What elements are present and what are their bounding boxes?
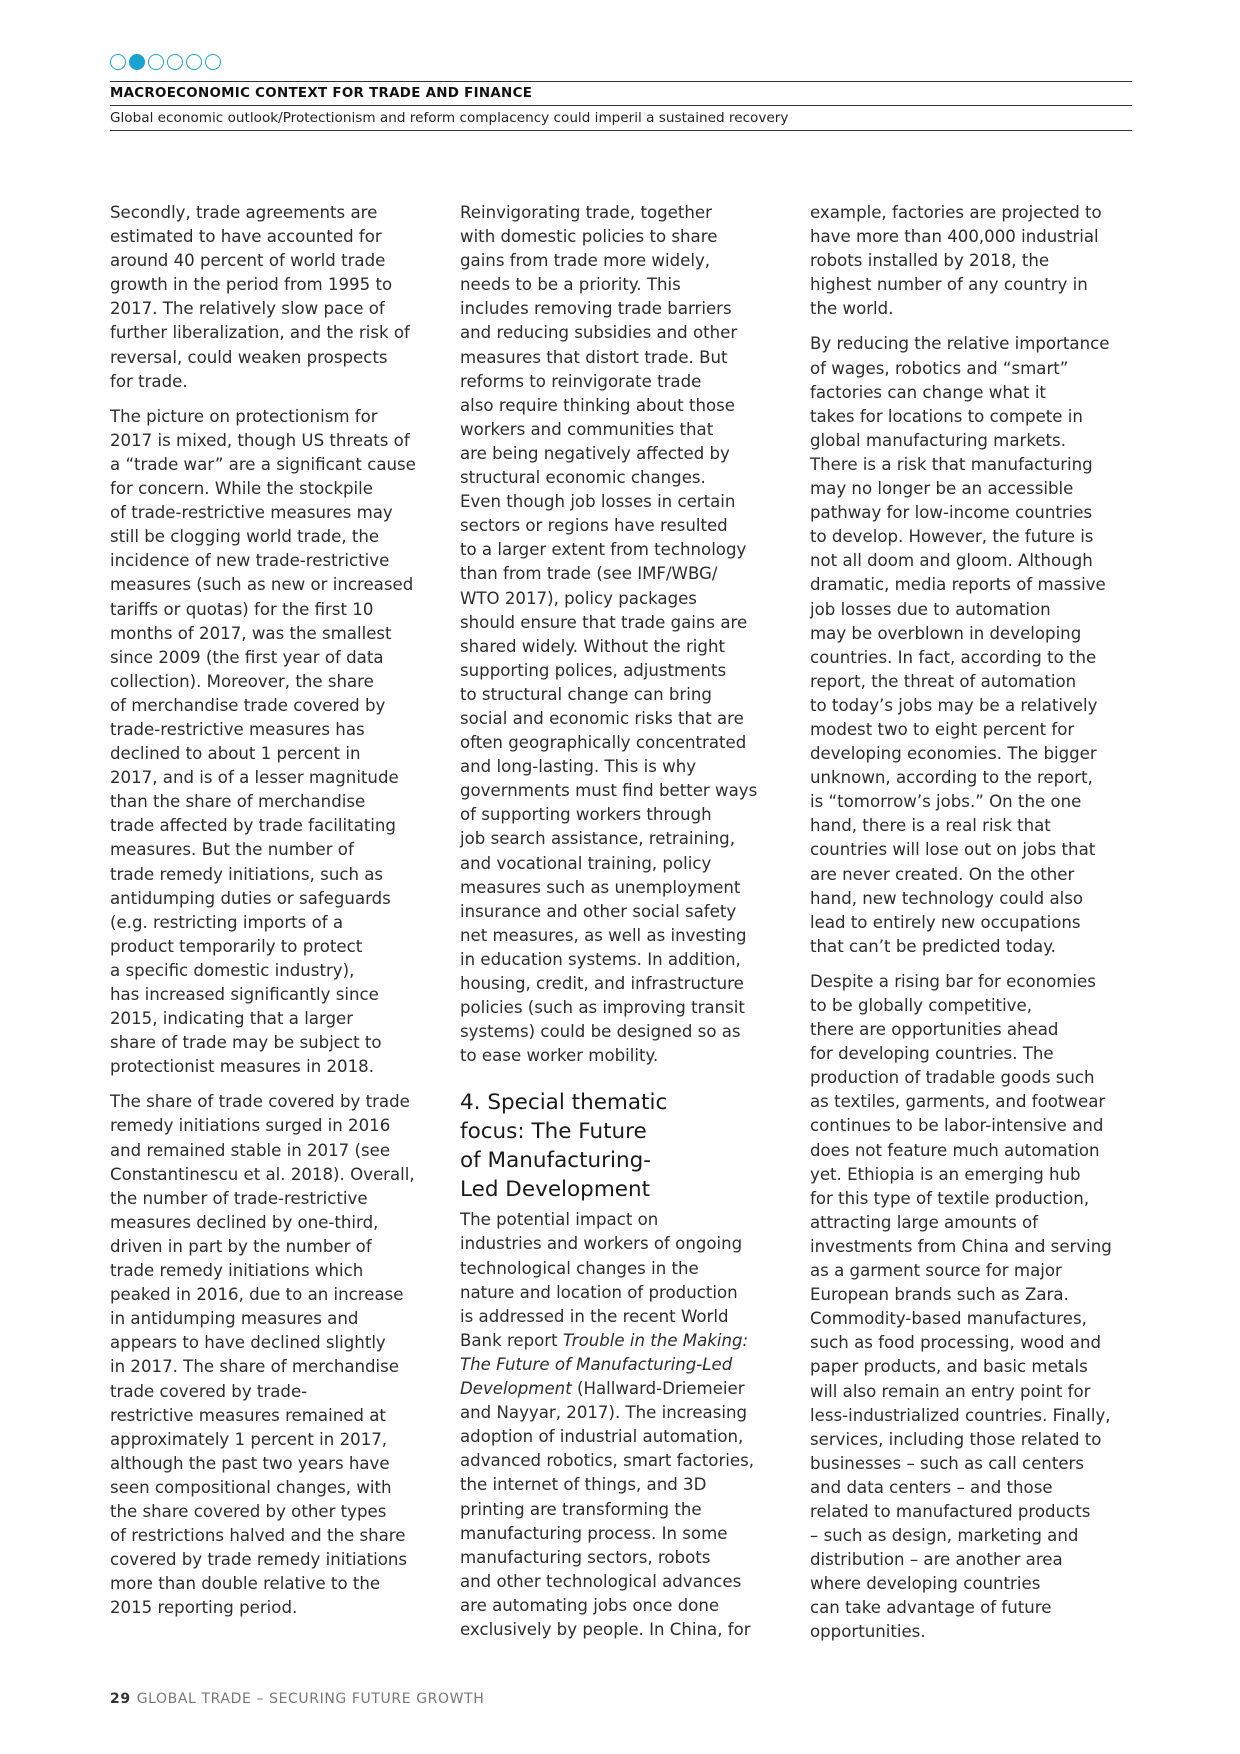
text-line: policies (such as improving transit xyxy=(460,998,745,1018)
text-line: although the past two years have xyxy=(110,1453,390,1473)
text-line: 2017. The relatively slow pace of xyxy=(110,299,385,319)
text-line: seen compositional changes, with xyxy=(110,1477,392,1497)
section-kicker: MACROECONOMIC CONTEXT FOR TRADE AND FINANCE xyxy=(110,86,533,101)
text-line: yet. Ethiopia is an emerging hub xyxy=(810,1164,1081,1184)
report-title: Trouble in the Making: xyxy=(562,1330,749,1350)
text-line: may no longer be an accessible xyxy=(810,479,1074,499)
text-line: not all doom and gloom. Although xyxy=(810,551,1093,571)
text-line: By reducing the relative importance xyxy=(810,334,1110,354)
text-line: approximately 1 percent in 2017, xyxy=(110,1429,388,1449)
text-line: Constantinescu et al. 2018). Overall, xyxy=(110,1164,415,1184)
text-line: that can’t be predicted today. xyxy=(810,936,1056,956)
text-line: tariffs or quotas) for the first 10 xyxy=(110,599,374,619)
text-line: such as food processing, wood and xyxy=(810,1333,1101,1353)
text-line: around 40 percent of world trade xyxy=(110,251,386,271)
text-line: trade covered by trade- xyxy=(110,1381,308,1401)
text-line: measures such as unemployment xyxy=(460,877,741,897)
paragraph xyxy=(110,1090,432,1620)
text-line: highest number of any country in xyxy=(810,275,1088,295)
text-line: in education systems. In addition, xyxy=(460,949,741,969)
text-line: will also remain an entry point for xyxy=(810,1381,1091,1401)
publication-title: GLOBAL TRADE – SECURING FUTURE GROWTH xyxy=(136,1691,485,1707)
text-line: paper products, and basic metals xyxy=(810,1357,1088,1377)
text-line: net measures, as well as investing xyxy=(460,925,747,945)
section-heading xyxy=(460,1088,782,1204)
text-line: WTO 2017), policy packages xyxy=(460,588,697,608)
text-line: developing economies. The bigger xyxy=(810,744,1097,764)
text-line: antidumping duties or safeguards xyxy=(110,888,391,908)
text-line: countries. In fact, according to the xyxy=(810,647,1097,667)
text-line: often geographically concentrated xyxy=(460,733,747,753)
text-line: 4. Special thematic xyxy=(460,1090,668,1116)
text-line: sectors or regions have resulted xyxy=(460,516,728,536)
header-rule-bottom xyxy=(110,130,1132,131)
text-line: needs to be a priority. This xyxy=(460,275,681,295)
progress-dot xyxy=(167,54,183,70)
text-line: where developing countries xyxy=(810,1574,1041,1594)
text-line: and data centers – and those xyxy=(810,1477,1053,1497)
text-line: of merchandise trade covered by xyxy=(110,695,386,715)
text-line: structural economic changes. xyxy=(460,468,706,488)
text-line: with domestic policies to share xyxy=(460,227,718,247)
text-line: Even though job losses in certain xyxy=(460,492,736,512)
text-line: trade remedy initiations, such as xyxy=(110,864,384,884)
text-line: distribution – are another area xyxy=(810,1550,1063,1570)
text-line: as textiles, garments, and footwear xyxy=(810,1092,1106,1112)
text-line: 2015, indicating that a larger xyxy=(110,1009,354,1029)
header-rule-middle xyxy=(110,105,1132,106)
text-line: restrictive measures remained at xyxy=(110,1405,386,1425)
text-line: than the share of merchandise xyxy=(110,792,366,812)
text-line: incidence of new trade-restrictive xyxy=(110,551,390,571)
text-line: 2017 is mixed, though US threats of xyxy=(110,430,410,450)
section-progress-dots xyxy=(110,54,221,70)
text-line: trade affected by trade facilitating xyxy=(110,816,396,836)
text-line: reversal, could weaken prospects xyxy=(110,347,388,367)
text-line: for developing countries. The xyxy=(810,1044,1054,1064)
text-line: attracting large amounts of xyxy=(810,1212,1039,1232)
text-line: is “tomorrow’s jobs.” On the one xyxy=(810,792,1082,812)
text-line: gains from trade more widely, xyxy=(460,251,711,271)
text-line: months of 2017, was the smallest xyxy=(110,623,392,643)
text-line: to develop. However, the future is xyxy=(810,527,1094,547)
text-line: a “trade war” are a significant cause xyxy=(110,454,416,474)
text-line: global manufacturing markets. xyxy=(810,430,1066,450)
text-line: have more than 400,000 industrial xyxy=(810,227,1099,247)
progress-dot xyxy=(186,54,202,70)
text-line: (e.g. restricting imports of a xyxy=(110,912,344,932)
progress-dot xyxy=(148,54,164,70)
text-line: opportunities. xyxy=(810,1622,926,1642)
text-line: trade-restrictive measures has xyxy=(110,719,365,739)
text-line: workers and communities that xyxy=(460,419,714,439)
text-line: 2015 reporting period. xyxy=(110,1598,298,1618)
paragraph xyxy=(810,332,1132,958)
paragraph xyxy=(110,201,432,394)
text-line: manufacturing sectors, robots xyxy=(460,1547,711,1567)
page-number: 29 xyxy=(110,1691,131,1707)
text-line: Led Development xyxy=(460,1177,651,1203)
report-title: The Future of Manufacturing-Led xyxy=(460,1354,733,1374)
text-line: hand, new technology could also xyxy=(810,888,1084,908)
text-line: and vocational training, policy xyxy=(460,853,712,873)
text-line: Secondly, trade agreements are xyxy=(110,203,378,222)
text-line: are never created. On the other xyxy=(810,864,1075,884)
text-line: to today’s jobs may be a relatively xyxy=(810,695,1098,715)
text-line: housing, credit, and infrastructure xyxy=(460,974,744,993)
text-line: There is a risk that manufacturing xyxy=(810,454,1093,474)
text-line: businesses – such as call centers xyxy=(810,1453,1085,1473)
text-line: does not feature much automation xyxy=(810,1140,1100,1160)
text-line: trade remedy initiations which xyxy=(110,1261,364,1281)
text-line: to a larger extent from technology xyxy=(460,540,747,560)
text-line: adoption of industrial automation, xyxy=(460,1427,744,1447)
text-line: collection). Moreover, the share xyxy=(110,671,374,691)
text-line: shared widely. Without the right xyxy=(460,636,725,656)
text-line: focus: The Future xyxy=(460,1119,647,1145)
text-line: there are opportunities ahead xyxy=(810,1020,1059,1040)
text-line: remedy initiations surged in 2016 xyxy=(110,1116,391,1136)
text-line: of wages, robotics and “smart” xyxy=(810,358,1069,378)
text-column-2 xyxy=(460,201,782,1653)
text-line: still be clogging world trade, the xyxy=(110,527,380,547)
text-line: than from trade (see IMF/WBG/ xyxy=(460,564,718,584)
text-line: reforms to reinvigorate trade xyxy=(460,371,702,391)
text-line: measures (such as new or increased xyxy=(110,575,414,595)
text-line: The picture on protectionism for xyxy=(110,406,378,426)
text-line: dramatic, media reports of massive xyxy=(810,575,1106,595)
text-line: to ease worker mobility. xyxy=(460,1046,659,1066)
text-line: systems) could be designed so as xyxy=(460,1022,741,1042)
text-line: as a garment source for major xyxy=(810,1261,1062,1281)
text-line: is addressed in the recent World xyxy=(460,1306,729,1326)
text-line: and Nayyar, 2017). The increasing xyxy=(460,1403,748,1423)
text-line: are being negatively affected by xyxy=(460,443,730,463)
text-line: estimated to have accounted for xyxy=(110,227,382,247)
text-line: social and economic risks that are xyxy=(460,708,744,728)
text-line: the number of trade-restrictive xyxy=(110,1188,368,1208)
text-line: should ensure that trade gains are xyxy=(460,612,748,632)
text-line: for concern. While the stockpile xyxy=(110,479,373,499)
section-subtitle: Global economic outlook/Protectionism and reform complacency could imperil a sustained recovery xyxy=(110,110,789,126)
text-line: of restrictions halved and the share xyxy=(110,1526,406,1546)
text-line: Despite a rising bar for economies xyxy=(810,971,1096,991)
text-line: – such as design, marketing and xyxy=(810,1526,1079,1546)
text-line: measures declined by one-third, xyxy=(110,1212,379,1232)
text-line: exclusively by people. In China, for xyxy=(460,1619,751,1639)
text-line: includes removing trade barriers xyxy=(460,299,732,319)
text-line: since 2009 (the first year of data xyxy=(110,647,384,667)
text-line: continues to be labor-intensive and xyxy=(810,1116,1104,1136)
text-line: to be globally competitive, xyxy=(810,996,1032,1015)
text-line: less-industrialized countries. Finally, xyxy=(810,1405,1111,1425)
text-line: driven in part by the number of xyxy=(110,1236,372,1256)
text-line: industries and workers of ongoing xyxy=(460,1234,743,1254)
text-line: production of tradable goods such xyxy=(810,1068,1095,1088)
text-line: has increased significantly since xyxy=(110,985,379,1004)
text-line: The share of trade covered by trade xyxy=(110,1092,410,1112)
progress-dot xyxy=(110,54,126,70)
text-line: printing are transforming the xyxy=(460,1499,702,1519)
text-line: The potential impact on xyxy=(460,1210,659,1230)
text-line: protectionist measures in 2018. xyxy=(110,1057,375,1077)
text-line: and remained stable in 2017 (see xyxy=(110,1140,391,1160)
text-column-3 xyxy=(810,201,1132,1656)
text-line: 2017, and is of a lesser magnitude xyxy=(110,768,399,788)
text-line: and reducing subsidies and other xyxy=(460,323,738,343)
text-line: Commodity-based manufactures, xyxy=(810,1309,1087,1329)
text-line: manufacturing process. In some xyxy=(460,1523,728,1543)
text-line: nature and location of production xyxy=(460,1282,738,1302)
text-line: advanced robotics, smart factories, xyxy=(460,1451,755,1471)
text-line: related to manufactured products xyxy=(810,1501,1091,1521)
text-line: supporting polices, adjustments xyxy=(460,660,727,680)
text-line: investments from China and serving xyxy=(810,1236,1112,1256)
text-line: services, including those related to xyxy=(810,1429,1102,1449)
text-line: takes for locations to compete in xyxy=(810,406,1083,426)
text-line: a specific domestic industry), xyxy=(110,960,355,980)
text-line: factories can change what it xyxy=(810,382,1046,402)
paragraph xyxy=(110,405,432,1080)
progress-dot xyxy=(205,54,221,70)
text-line: the share covered by other types xyxy=(110,1501,387,1521)
text-line: growth in the period from 1995 to xyxy=(110,275,393,295)
text-line: in antidumping measures and xyxy=(110,1309,359,1329)
text-line: more than double relative to the xyxy=(110,1574,381,1594)
text-line: of trade-restrictive measures may xyxy=(110,503,393,523)
text-line: the world. xyxy=(810,299,894,319)
text-line: also require thinking about those xyxy=(460,395,735,415)
header-rule-top xyxy=(110,81,1132,82)
text-line: are automating jobs once done xyxy=(460,1595,720,1615)
text-line: covered by trade remedy initiations xyxy=(110,1550,408,1570)
text-line: peaked in 2016, due to an increase xyxy=(110,1285,404,1305)
progress-dot-current xyxy=(129,54,145,70)
text-line: of Manufacturing- xyxy=(460,1148,652,1174)
text-line: in 2017. The share of merchandise xyxy=(110,1357,400,1377)
text-line: robots installed by 2018, the xyxy=(810,251,1050,271)
text-line: technological changes in the xyxy=(460,1258,699,1278)
text-line: for trade. xyxy=(110,371,188,391)
text-line: product temporarily to protect xyxy=(110,936,363,956)
text-line: for this type of textile production, xyxy=(810,1188,1090,1208)
text-line: declined to about 1 percent in xyxy=(110,744,361,764)
text-line: modest two to eight percent for xyxy=(810,719,1075,739)
text-line: unknown, according to the report, xyxy=(810,768,1093,788)
text-line: hand, there is a real risk that xyxy=(810,816,1051,836)
text-line: may be overblown in developing xyxy=(810,623,1082,643)
text-line: European brands such as Zara. xyxy=(810,1285,1069,1305)
text-line: measures. But the number of xyxy=(110,840,354,860)
text-column-1 xyxy=(110,201,432,1631)
paragraph xyxy=(460,201,782,1068)
text-line: can take advantage of future xyxy=(810,1598,1052,1618)
page-footer xyxy=(110,1691,484,1707)
text-line: job losses due to automation xyxy=(810,599,1051,619)
text-line: example, factories are projected to xyxy=(810,203,1102,222)
text-line: further liberalization, and the risk of xyxy=(110,323,410,343)
text-line: lead to entirely new occupations xyxy=(810,912,1081,932)
text-line: the internet of things, and 3D xyxy=(460,1475,707,1495)
text-line: insurance and other social safety xyxy=(460,901,737,921)
text-line: measures that distort trade. But xyxy=(460,347,728,367)
text-line: Reinvigorating trade, together xyxy=(460,203,712,222)
text-line: share of trade may be subject to xyxy=(110,1033,382,1053)
text-line: countries will lose out on jobs that xyxy=(810,840,1096,860)
paragraph xyxy=(810,201,1132,321)
text-line: appears to have declined slightly xyxy=(110,1333,386,1353)
text-line: pathway for low-income countries xyxy=(810,503,1093,523)
report-title: Development xyxy=(460,1379,572,1399)
text-line: of supporting workers through xyxy=(460,805,712,825)
text-line: governments must find better ways xyxy=(460,781,758,801)
text-line: to structural change can bring xyxy=(460,684,712,704)
text-line: report, the threat of automation xyxy=(810,671,1077,691)
text-line: and long-lasting. This is why xyxy=(460,757,697,777)
text-line: and other technological advances xyxy=(460,1571,742,1591)
paragraph xyxy=(810,970,1132,1645)
text-line: job search assistance, retraining, xyxy=(460,829,735,849)
paragraph: The potential impact on industries and workers of ongoing technological changes in the nature and location of production is addressed in the recent World Bank report Trouble in the Making: The Future of Manufacturing-Led Development (Hallward-Driemeier and Nayyar, 2017). The increasing adoption of industrial automation, advanced robotics, smart factories, the internet of things, and 3D printing are transforming the manufacturing process. In some manufacturing sectors, robots and other technological advances are automating jobs once done exclusively by people. In China, for xyxy=(460,1208,782,1642)
